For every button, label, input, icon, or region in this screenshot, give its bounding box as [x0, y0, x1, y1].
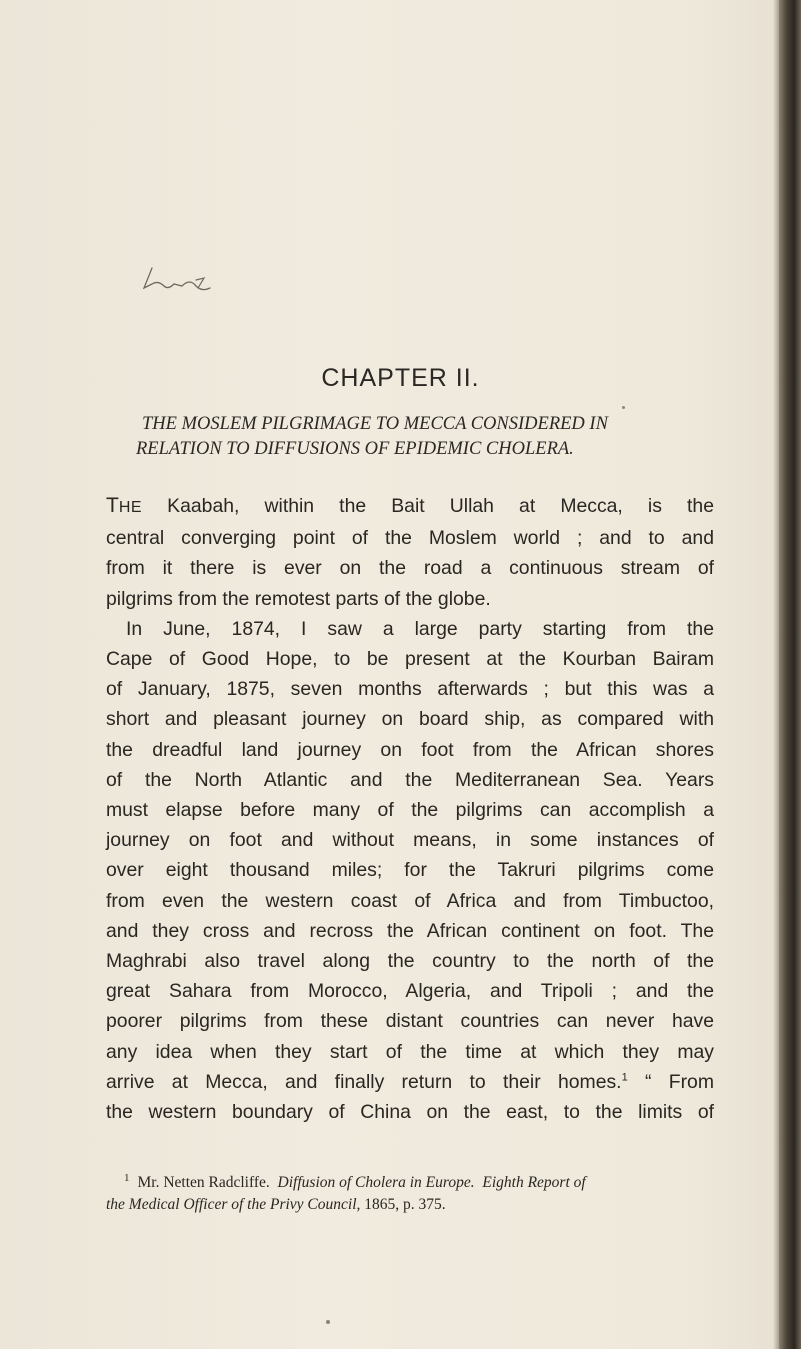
body-line: of the North Atlantic and the Mediterranean Sea. Years: [106, 768, 714, 791]
body-line: from it there is ever on the road a continuous stream of: [106, 557, 714, 580]
body-paragraphs: [106, 491, 714, 1127]
body-line: pilgrims from the remotest parts of the globe.: [106, 587, 491, 610]
body-line: central converging point of the Moslem world ; and to and: [106, 527, 714, 550]
body-line: In June, 1874, I saw a large party starting from the: [126, 617, 714, 640]
chapter-title-line-1: THE MOSLEM PILGRIMAGE TO MECCA CONSIDERED IN: [142, 414, 608, 434]
dropcap-letter: T: [106, 494, 119, 517]
chapter-title-line-2: RELATION TO DIFFUSIONS OF EPIDEMIC CHOLERA.: [136, 439, 574, 459]
body-line: great Sahara from Morocco, Algeria, and Tripoli ; and the: [106, 980, 714, 1003]
pencil-annotation-mark: [138, 258, 258, 308]
footnote-work-title: Diffusion of Cholera in Europe.: [277, 1174, 475, 1191]
footnote-number: 1: [124, 1171, 130, 1184]
body-line: over eight thousand miles; for the Takruri pilgrims come: [106, 859, 714, 882]
book-binding-edge: [779, 0, 801, 1349]
footnote-line-2: the Medical Officer of the Privy Council, 1865, p. 375.: [106, 1196, 446, 1213]
paper-speck: [326, 1320, 330, 1324]
chapter-title: [126, 412, 726, 462]
body-line: must elapse before many of the pilgrims can accomplish a: [106, 799, 714, 822]
body-line: of January, 1875, seven months afterwards ; but this was a: [106, 678, 714, 701]
footnote-line-1: $^1$ Mr. Netten Radcliffe. Diffusion of Cholera in Europe. Eighth Report of: [124, 1171, 586, 1191]
footnote-report: Eighth Report of: [482, 1174, 586, 1191]
dropcap-rest: HE: [118, 499, 143, 516]
footnote-marker: 1: [621, 1071, 628, 1084]
body-line: THE Kaabah, within the Bait Ullah at Mecca, is the: [106, 494, 714, 517]
body-line: Cape of Good Hope, to be present at the Kourban Bairam: [106, 648, 714, 671]
body-line: from even the western coast of Africa and from Timbuctoo,: [106, 889, 714, 912]
chapter-heading: CHAPTER II.: [321, 364, 480, 392]
body-line: Maghrabi also travel along the country to the north of the: [106, 950, 714, 973]
body-line: journey on foot and without means, in some instances of: [106, 829, 714, 852]
body-line: any idea when they start of the time at which they may: [106, 1040, 714, 1063]
body-line: short and pleasant journey on board ship, as compared with: [106, 708, 714, 731]
body-line: the western boundary of China on the east, to the limits of: [106, 1101, 714, 1124]
footnote: [106, 1172, 716, 1216]
body-line: poorer pilgrims from these distant countries can never have: [106, 1010, 714, 1033]
paper-speck: [622, 406, 625, 409]
body-line: the dreadful land journey on foot from the African shores: [106, 738, 714, 761]
body-line: arrive at Mecca, and finally return to their homes.$^1$ “ From: [106, 1070, 714, 1093]
body-line: and they cross and recross the African continent on foot. The: [106, 919, 714, 942]
